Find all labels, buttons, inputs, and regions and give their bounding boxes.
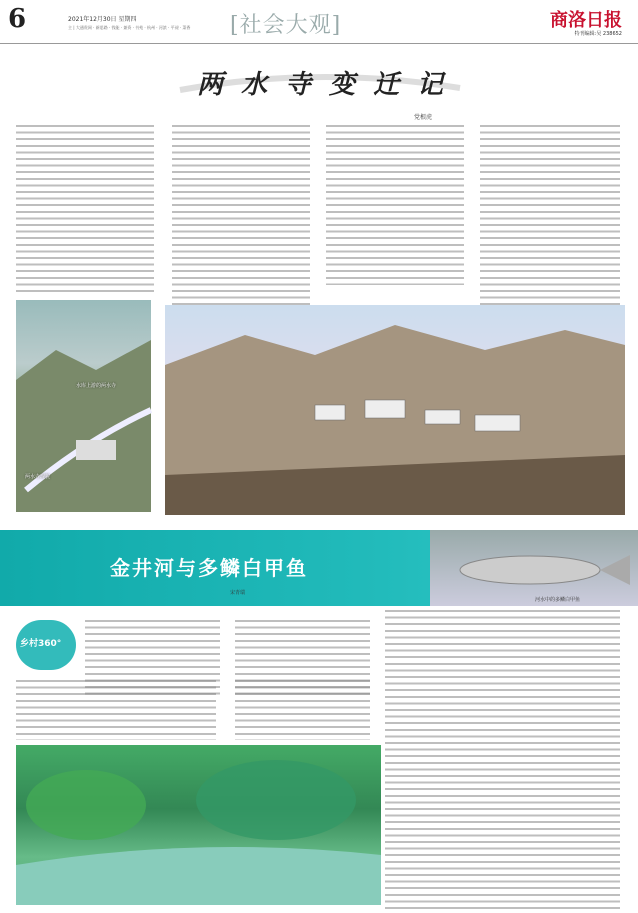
article2-author: 宋青瑞: [230, 590, 246, 596]
article2-column-3: [385, 610, 620, 910]
editor-line: 特刊编辑:吴 238652: [574, 31, 622, 37]
title-char: 两: [196, 70, 223, 100]
reservoir-illustration: [16, 300, 151, 512]
fish-caption: 河水中的多鳞白甲鱼: [535, 597, 581, 603]
fish-photo: [430, 530, 638, 606]
photo2-caption: 两水寺现貌: [25, 474, 51, 480]
title-char: 水: [240, 70, 267, 100]
issue-date: 2021年12月30日 星期四: [68, 16, 137, 23]
section-title: [社会大观]: [230, 13, 342, 38]
photo1-caption: 水库上游的两水寺: [76, 383, 117, 389]
river-photo: [16, 745, 381, 905]
title-char: 变: [329, 70, 356, 100]
fish-illustration: [430, 530, 638, 606]
rural-360-badge: 乡村360°: [16, 620, 76, 670]
article2-title: 金井河与多鳞白甲鱼: [110, 556, 308, 580]
article1-column-2: [172, 125, 310, 305]
newspaper-logo: 商洛日报: [550, 10, 622, 31]
article2-column-2b: [235, 680, 370, 740]
reservoir-photo: [16, 300, 151, 512]
title-char: 迁: [373, 70, 400, 100]
article1-column-3: [326, 125, 464, 285]
village-illustration: [165, 305, 625, 515]
article1-column-4: [480, 125, 620, 305]
issue-subline: 主 | 大通贵网 · 新思路 · 钱能 · 兼资 · 书苑 · 杭州 · 河滨 · 平昶 · 菜香: [68, 25, 191, 30]
article1-title: [170, 60, 470, 100]
page-header: [0, 0, 638, 44]
page-number: 6: [8, 4, 27, 34]
article1-column-1: [16, 125, 154, 295]
article1-author: 党根虎: [414, 114, 433, 121]
article2-column-1b: [16, 680, 216, 740]
title-char: 寺: [284, 70, 311, 100]
title-char: 记: [417, 70, 444, 100]
river-illustration: [16, 745, 381, 905]
article2-banner: [0, 530, 638, 606]
article1-title-chars: [170, 64, 470, 101]
